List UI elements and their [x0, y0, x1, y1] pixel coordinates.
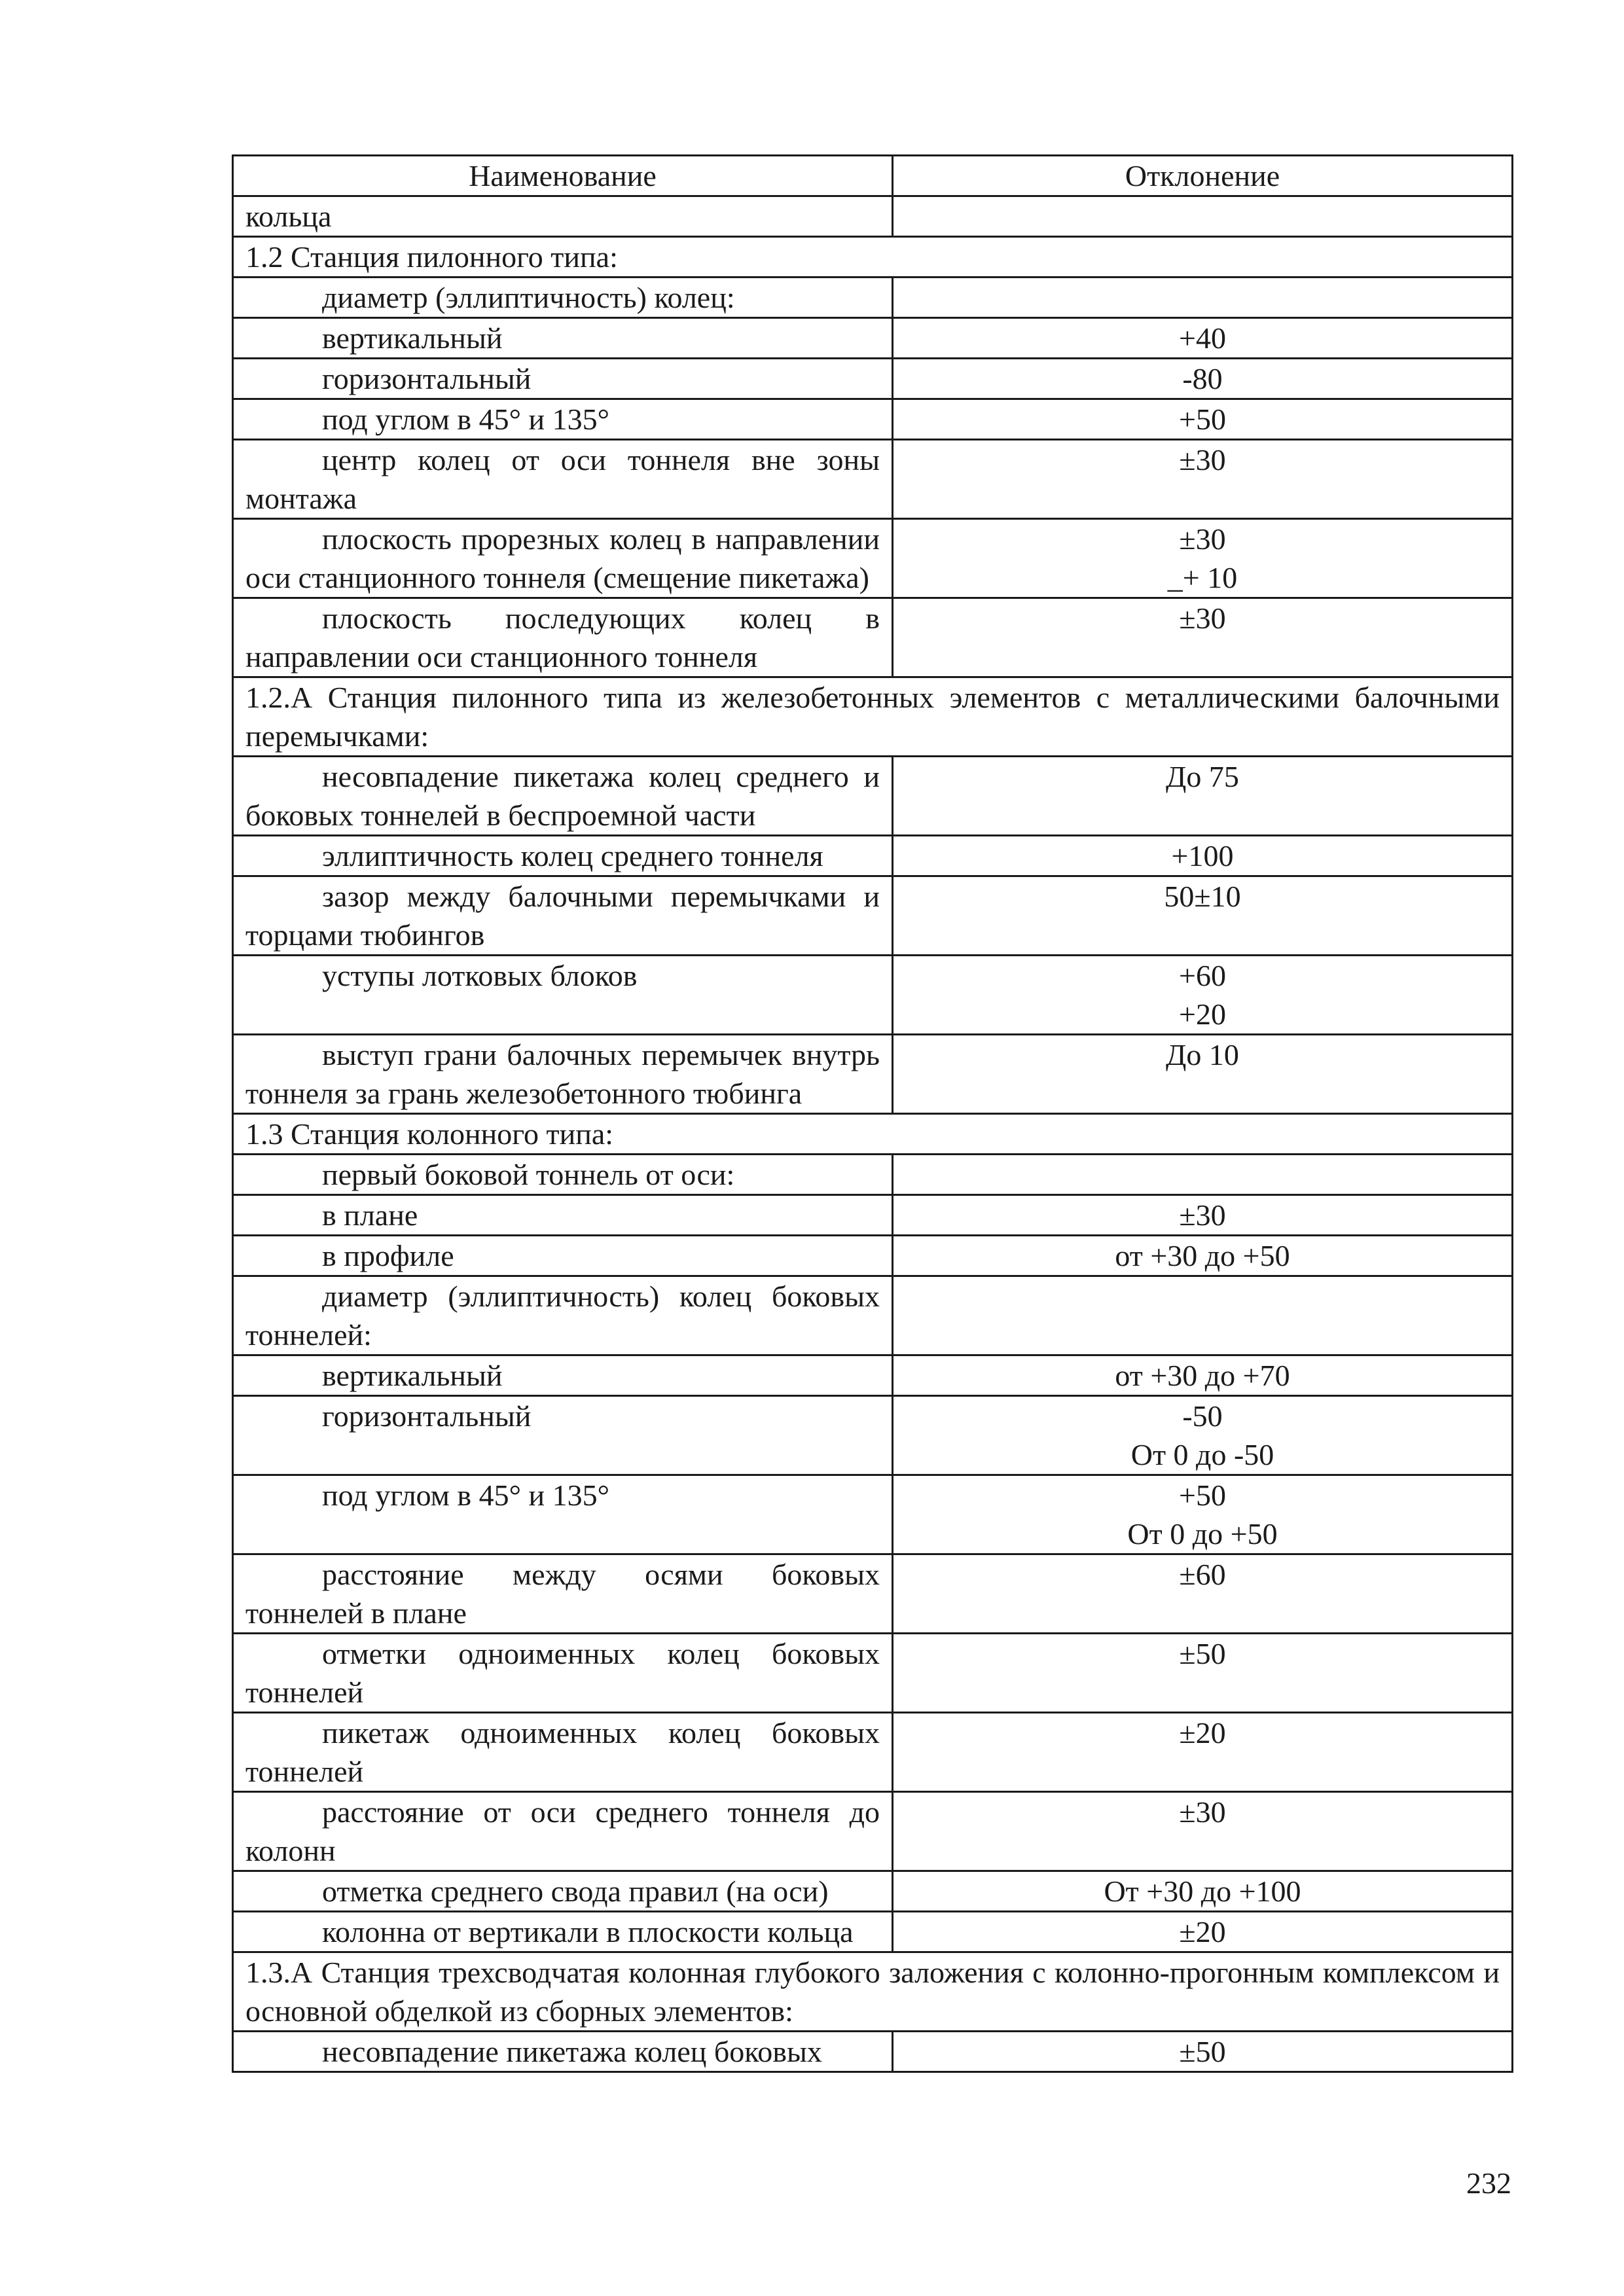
item-deviation — [893, 1355, 1513, 1396]
deviation-value: ±20 — [1179, 1915, 1226, 1948]
deviation-value: +40 — [1179, 321, 1226, 355]
table-row — [233, 399, 1513, 440]
item-deviation — [893, 1634, 1513, 1713]
item-name: расстояние между осями боковых тоннелей в плане — [233, 1554, 893, 1634]
item-deviation — [893, 278, 1513, 318]
deviation-value: +100 — [1171, 839, 1234, 872]
deviation-value: ±60 — [1179, 1558, 1226, 1591]
item-deviation — [893, 1035, 1513, 1114]
table-row — [233, 359, 1513, 399]
item-deviation — [893, 1276, 1513, 1355]
table-row — [233, 1871, 1513, 1912]
table-row — [233, 836, 1513, 876]
item-name: диаметр (эллиптичность) колец боковых тоннелей: — [233, 1276, 893, 1355]
table-row — [233, 1155, 1513, 1195]
table-row — [233, 318, 1513, 359]
item-name: в плане — [233, 1195, 893, 1236]
header-deviation: Отклонение — [893, 156, 1513, 196]
section-title: 1.2 Станция пилонного типа: — [233, 237, 1513, 278]
item-deviation — [893, 1792, 1513, 1871]
item-name: вертикальный — [233, 318, 893, 359]
deviation-value: До 75 — [1166, 760, 1239, 793]
deviation-value: ±30 — [1179, 522, 1226, 556]
table-row — [233, 1713, 1513, 1792]
item-name: уступы лотковых блоков — [233, 956, 893, 1035]
section-row — [233, 1114, 1513, 1155]
deviation-value: -80 — [1182, 362, 1223, 395]
item-deviation — [893, 359, 1513, 399]
deviation-value: ±30 — [1179, 443, 1226, 476]
item-name: выступ грани балочных перемычек внутрь тоннеля за грань железобетонного тюбинга — [233, 1035, 893, 1114]
item-deviation — [893, 1396, 1513, 1475]
item-name: несовпадение пикетажа колец среднего и боковых тоннелей в беспроемной части — [233, 757, 893, 836]
table-row — [233, 278, 1513, 318]
item-name: диаметр (эллиптичность) колец: — [233, 278, 893, 318]
item-deviation — [893, 440, 1513, 519]
deviation-value: ±50 — [1179, 2035, 1226, 2068]
deviation-value: -50 — [1182, 1399, 1223, 1433]
item-name: колонна от вертикали в плоскости кольца — [233, 1912, 893, 1952]
item-deviation — [893, 1236, 1513, 1276]
table-row — [233, 1475, 1513, 1554]
item-name: горизонтальный — [233, 359, 893, 399]
item-name: первый боковой тоннель от оси: — [233, 1155, 893, 1195]
item-deviation — [893, 318, 1513, 359]
table-row — [233, 1355, 1513, 1396]
item-deviation — [893, 1871, 1513, 1912]
item-name: расстояние от оси среднего тоннеля до колонн — [233, 1792, 893, 1871]
deviation-value: +60 — [1179, 959, 1226, 992]
table-row — [233, 757, 1513, 836]
item-deviation — [893, 399, 1513, 440]
section-row — [233, 237, 1513, 278]
table-row — [233, 440, 1513, 519]
item-deviation — [893, 598, 1513, 677]
deviation-value: ±20 — [1179, 1716, 1226, 1749]
section-row — [233, 1952, 1513, 2032]
item-deviation — [893, 956, 1513, 1035]
section-title: 1.3.А Станция трехсводчатая колонная глубокого заложения с колонно-прогонным комплексом и основной обделкой из сборных элементов: — [233, 1952, 1513, 2032]
table-row — [233, 1195, 1513, 1236]
item-name: эллиптичность колец среднего тоннеля — [233, 836, 893, 876]
item-deviation — [893, 2032, 1513, 2072]
deviation-value: ±30 — [1179, 601, 1226, 635]
item-name: пикетаж одноименных колец боковых тоннелей — [233, 1713, 893, 1792]
item-name: в профиле — [233, 1236, 893, 1276]
table-row — [233, 2032, 1513, 2072]
item-deviation — [893, 519, 1513, 598]
tolerance-table — [232, 154, 1513, 2073]
item-name: под углом в 45° и 135° — [233, 399, 893, 440]
deviation-value: ±50 — [1179, 1637, 1226, 1670]
deviation-value: _+ 10 — [1167, 561, 1238, 594]
item-name: зазор между балочными перемычками и торцами тюбингов — [233, 876, 893, 956]
deviation-value: от +30 до +50 — [1115, 1239, 1290, 1272]
item-deviation — [893, 836, 1513, 876]
section-title: 1.3 Станция колонного типа: — [233, 1114, 1513, 1155]
deviation-value: От 0 до +50 — [1127, 1517, 1278, 1551]
table-row — [233, 1035, 1513, 1114]
deviation-value: До 10 — [1166, 1038, 1239, 1071]
table-row — [233, 598, 1513, 677]
table-row — [233, 1634, 1513, 1713]
deviation-value: +50 — [1179, 403, 1226, 436]
page-number: 232 — [1466, 2166, 1511, 2200]
item-name: плоскость прорезных колец в направлении оси станционного тоннеля (смещение пикетажа) — [233, 519, 893, 598]
item-deviation — [893, 1912, 1513, 1952]
item-deviation — [893, 1475, 1513, 1554]
deviation-value: От +30 до +100 — [1104, 1874, 1301, 1908]
deviation-value: +20 — [1179, 997, 1226, 1031]
table-header-row — [233, 156, 1513, 196]
table-row — [233, 1396, 1513, 1475]
item-name: горизонтальный — [233, 1396, 893, 1475]
item-name: отметка среднего свода правил (на оси) — [233, 1871, 893, 1912]
table-row — [233, 1276, 1513, 1355]
item-name: кольца — [233, 196, 893, 237]
table-row — [233, 1554, 1513, 1634]
table-row — [233, 876, 1513, 956]
item-name: отметки одноименных колец боковых тоннелей — [233, 1634, 893, 1713]
table-row — [233, 1792, 1513, 1871]
item-name: центр колец от оси тоннеля вне зоны монтажа — [233, 440, 893, 519]
section-row — [233, 677, 1513, 757]
table-row — [233, 1236, 1513, 1276]
header-name: Наименование — [233, 156, 893, 196]
deviation-value: 50±10 — [1164, 880, 1241, 913]
item-deviation — [893, 876, 1513, 956]
item-name: под углом в 45° и 135° — [233, 1475, 893, 1554]
table-row — [233, 1912, 1513, 1952]
deviation-value: от +30 до +70 — [1115, 1359, 1290, 1392]
deviation-value: ±30 — [1179, 1795, 1226, 1829]
section-title: 1.2.А Станция пилонного типа из железобетонных элементов с металлическими балочными перемычками: — [233, 677, 1513, 757]
item-name: несовпадение пикетажа колец боковых — [233, 2032, 893, 2072]
item-deviation — [893, 1713, 1513, 1792]
item-deviation — [893, 757, 1513, 836]
table-body — [233, 156, 1513, 2072]
item-name: вертикальный — [233, 1355, 893, 1396]
item-deviation — [893, 1554, 1513, 1634]
table-row — [233, 519, 1513, 598]
table-row — [233, 956, 1513, 1035]
table-row — [233, 196, 1513, 237]
deviation-value: +50 — [1179, 1479, 1226, 1512]
item-deviation — [893, 1195, 1513, 1236]
item-deviation — [893, 1155, 1513, 1195]
item-name: плоскость последующих колец в направлении оси станционного тоннеля — [233, 598, 893, 677]
deviation-value: От 0 до -50 — [1130, 1438, 1274, 1471]
deviation-value: ±30 — [1179, 1198, 1226, 1232]
item-deviation — [893, 196, 1513, 237]
